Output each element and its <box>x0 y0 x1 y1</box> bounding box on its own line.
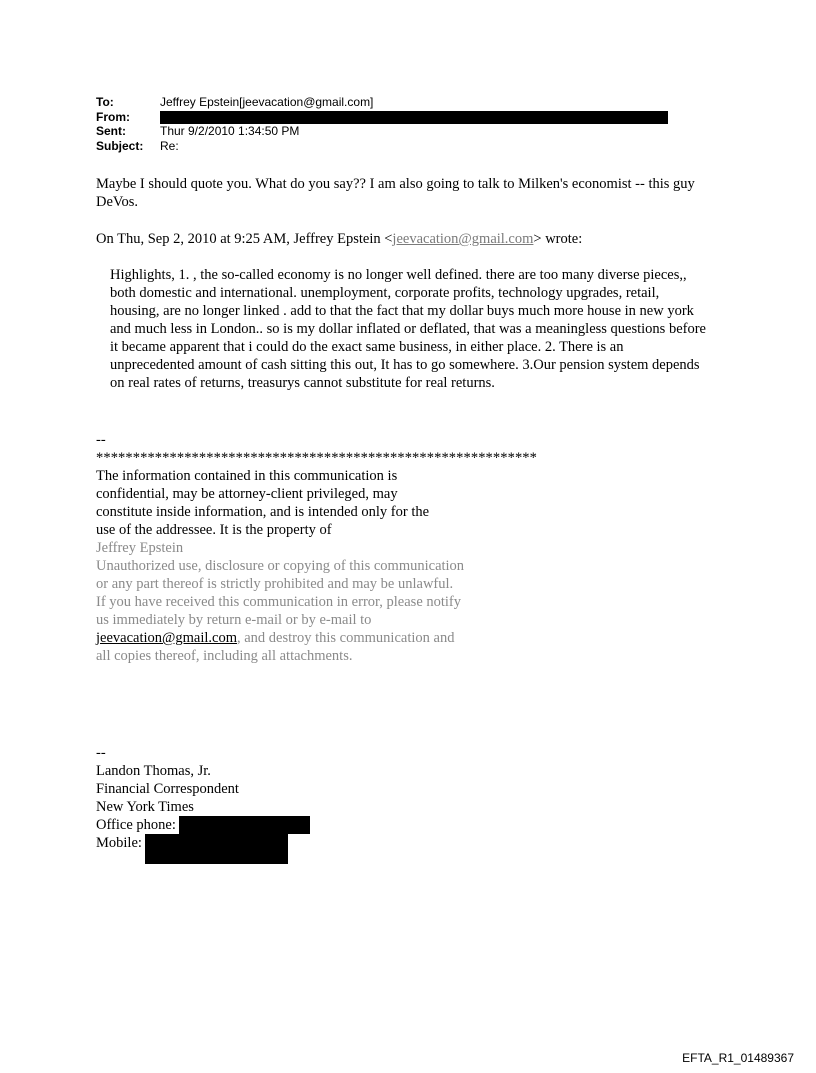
reply-body <box>96 175 706 211</box>
signature-name: Landon Thomas, Jr. <box>96 763 211 779</box>
reply-text: Maybe I should quote you. What do you say?? I am also going to talk to Milken's economist -- this guy DeVos. <box>96 176 695 210</box>
disclaimer-stars: ************************************************************ <box>96 450 537 466</box>
to-value: Jeffrey Epstein[jeevacation@gmail.com] <box>160 95 374 109</box>
attribution-email-link[interactable]: jeevacation@gmail.com <box>392 231 534 247</box>
attribution-suffix: > wrote: <box>533 231 583 247</box>
from-label: From: <box>96 109 130 124</box>
mobile-label: Mobile: <box>96 835 142 851</box>
disclaimer-gray-block <box>96 557 466 665</box>
disclaimer-gray-text: Unauthorized use, disclosure or copying of this communication or any part thereof is strictly prohibited and may be unlawful. If you have received this communication in error, please notify us immediately by return e-mail or by e-mail to <box>96 558 465 628</box>
subject-value: Re: <box>160 138 179 153</box>
to-row <box>96 95 668 110</box>
from-row <box>96 110 668 125</box>
to-label: To: <box>96 95 114 109</box>
disclaimer-gray-end: , and destroy this communication and all copies thereof, including all attachments. <box>96 630 455 664</box>
office-phone-row <box>96 816 496 834</box>
mobile-row <box>96 834 496 864</box>
sent-row <box>96 124 668 139</box>
signature-dashes: -- <box>96 745 106 761</box>
attribution-prefix: On Thu, Sep 2, 2010 at 9:25 AM, Jeffrey Epstein < <box>96 231 393 247</box>
signature-title: Financial Correspondent <box>96 781 239 797</box>
sent-label: Sent: <box>96 124 126 138</box>
signature-org: New York Times <box>96 799 194 815</box>
quoted-message <box>110 266 710 392</box>
sent-value: Thur 9/2/2010 1:34:50 PM <box>160 124 300 138</box>
subject-label: Subject: <box>96 138 144 153</box>
email-header <box>96 95 668 153</box>
disclaimer-email-link[interactable]: jeevacation@gmail.com <box>96 630 237 646</box>
disclaimer <box>96 431 576 665</box>
office-phone-label: Office phone: <box>96 817 176 833</box>
disclaimer-dashes: -- <box>96 432 106 448</box>
redaction-bar <box>145 834 288 864</box>
disclaimer-black-text: The information contained in this communication is confidential, may be attorney-client privileged, may constitute inside information, and is intended only for the use of the addressee. It is the property of <box>96 468 430 538</box>
quoted-text: Highlights, 1. , the so-called economy is no longer well defined. there are too many diverse pieces,, both domestic and international. unemployment, corporate profits, technology upgrades, retail, housing, are no longer linked . add to that the fact that my dollar buys much more house in new york and much less in London.. so is my dollar inflated or deflated, that was a meaningless questions before it became apparent that i could do the exact same business, in either place. 2. There is an unprecedented amount of cash sitting this out, It has to go somewhere. 3.Our pension system depends on real rates of returns, treasurys cannot substitute for real returns. <box>110 267 706 391</box>
subject-row <box>96 139 668 154</box>
attribution-line <box>96 230 736 248</box>
document-id: EFTA_R1_01489367 <box>682 1051 794 1065</box>
redaction-bar <box>179 816 310 834</box>
signature <box>96 744 496 864</box>
disclaimer-name: Jeffrey Epstein <box>96 540 184 556</box>
redaction-bar <box>160 111 668 124</box>
